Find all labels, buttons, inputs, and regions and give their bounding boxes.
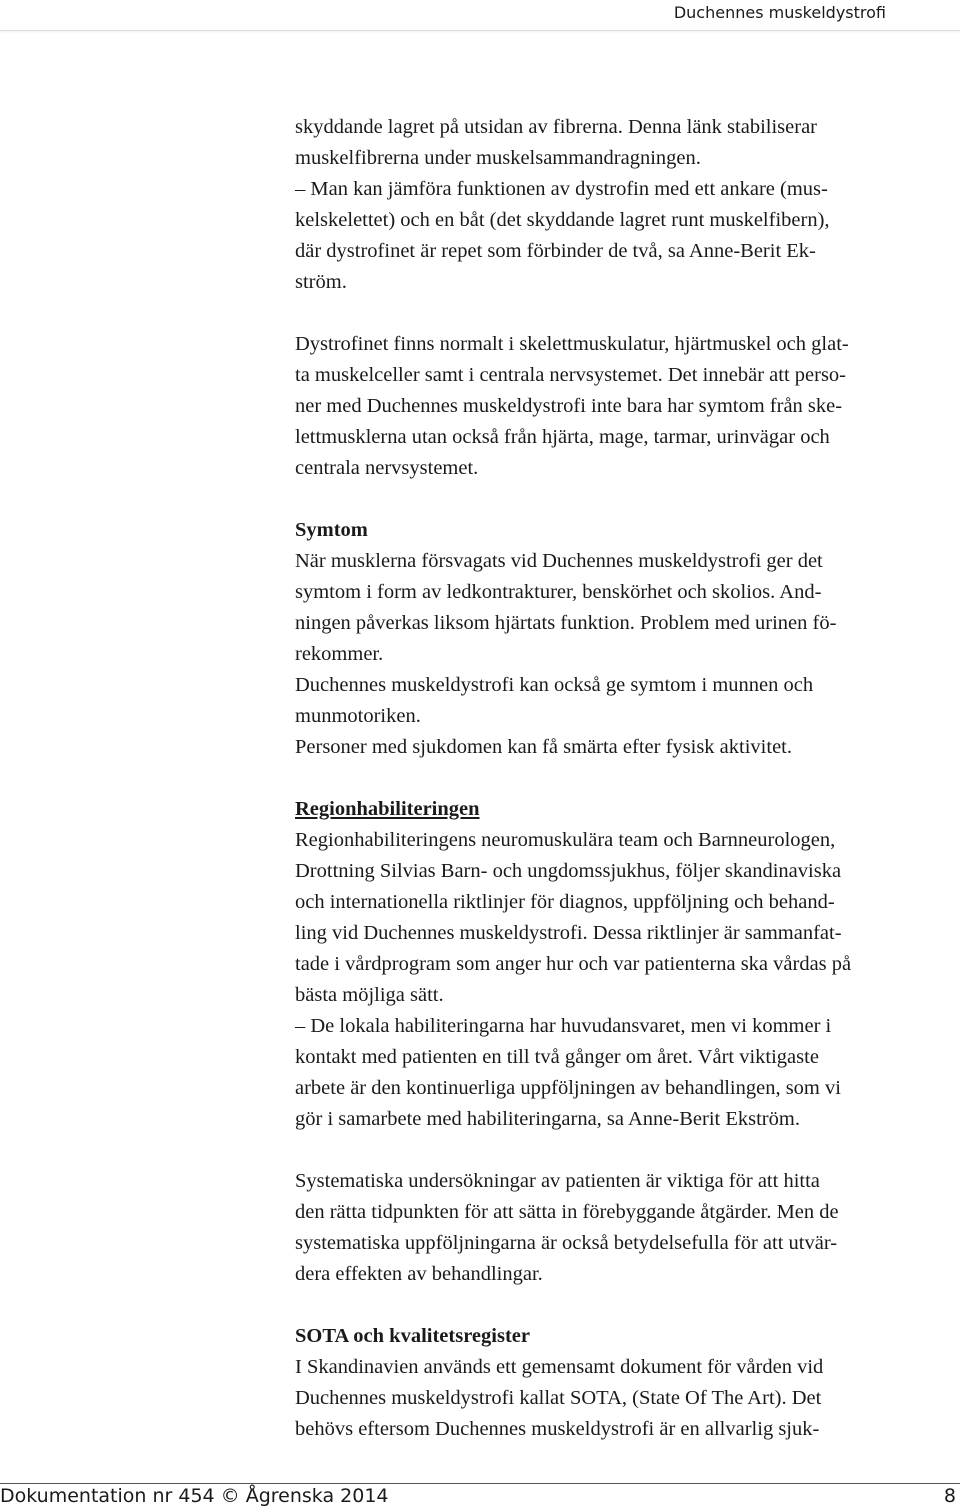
paragraph-gap bbox=[295, 763, 945, 794]
running-header-title: Duchennes muskeldystrofi bbox=[673, 3, 886, 22]
text-line: arbete är den kontinuerliga uppföljningen av behandlingen, som vi bbox=[295, 1077, 841, 1099]
running-header bbox=[0, 0, 960, 31]
paragraph-dystrofin-location bbox=[295, 329, 945, 484]
paragraph-gap bbox=[295, 1290, 945, 1321]
paragraph-systematiska bbox=[295, 1166, 945, 1290]
text-line: I Skandinavien används ett gemensamt dokument för vården vid bbox=[295, 1356, 824, 1378]
page-number: 8 bbox=[943, 1485, 956, 1507]
section-regionhabiliteringen bbox=[295, 794, 945, 1135]
text-line: ningen påverkas liksom hjärtats funktion. Problem med urinen fö- bbox=[295, 612, 837, 634]
footer-publication: Dokumentation nr 454 © Ågrenska 2014 bbox=[0, 1485, 389, 1507]
text-line: där dystrofinet är repet som förbinder de två, sa Anne-Berit Ek- bbox=[295, 240, 816, 262]
text-line: munmotoriken. bbox=[295, 705, 421, 727]
text-line: rekommer. bbox=[295, 643, 384, 665]
paragraph-dystrofin-link bbox=[295, 112, 945, 298]
text-line: dera effekten av behandlingar. bbox=[295, 1263, 543, 1285]
paragraph-gap bbox=[295, 484, 945, 515]
text-line: gör i samarbete med habiliteringarna, sa Anne-Berit Ekström. bbox=[295, 1108, 800, 1130]
text-line: muskelfibrerna under muskelsammandragningen. bbox=[295, 147, 701, 169]
text-line: Duchennes muskeldystrofi kan också ge symtom i munnen och bbox=[295, 674, 814, 696]
section-sota bbox=[295, 1321, 945, 1445]
article-body bbox=[295, 112, 945, 1445]
text-line: bästa möjliga sätt. bbox=[295, 984, 444, 1006]
text-line: tade i vårdprogram som anger hur och var patienterna ska vårdas på bbox=[295, 953, 852, 975]
text-line: den rätta tidpunkten för att sätta in förebyggande åtgärder. Men de bbox=[295, 1201, 839, 1223]
text-line: Drottning Silvias Barn- och ungdomssjukhus, följer skandinaviska bbox=[295, 860, 842, 882]
section-symtom bbox=[295, 515, 945, 763]
text-line: Systematiska undersökningar av patienten är viktiga för att hitta bbox=[295, 1170, 820, 1192]
text-line: behövs eftersom Duchennes muskeldystrofi är en allvarlig sjuk- bbox=[295, 1418, 820, 1440]
text-line: ling vid Duchennes muskeldystrofi. Dessa riktlinjer är sammanfat- bbox=[295, 922, 842, 944]
section-heading-symtom: Symtom bbox=[295, 519, 368, 541]
text-line: – Man kan jämföra funktionen av dystrofin med ett ankare (mus- bbox=[295, 178, 828, 200]
section-heading-regionhabiliteringen: Regionhabiliteringen bbox=[295, 798, 480, 820]
text-line: ner med Duchennes muskeldystrofi inte bara har symtom från ske- bbox=[295, 395, 843, 417]
text-line: – De lokala habiliteringarna har huvudansvaret, men vi kommer i bbox=[295, 1015, 832, 1037]
text-line: centrala nervsystemet. bbox=[295, 457, 479, 479]
text-line: Regionhabiliteringens neuromuskulära team och Barnneurologen, bbox=[295, 829, 836, 851]
text-line: systematiska uppföljningarna är också betydelsefulla för att utvär- bbox=[295, 1232, 838, 1254]
text-line: symtom i form av ledkontrakturer, benskörhet och skolios. And- bbox=[295, 581, 822, 603]
text-line: Dystrofinet finns normalt i skelettmuskulatur, hjärtmuskel och glat- bbox=[295, 333, 849, 355]
text-line: skyddande lagret på utsidan av fibrerna. Denna länk stabiliserar bbox=[295, 116, 817, 138]
paragraph-gap bbox=[295, 298, 945, 329]
text-line: ström. bbox=[295, 271, 347, 293]
paragraph-gap bbox=[295, 1135, 945, 1166]
text-line: Personer med sjukdomen kan få smärta efter fysisk aktivitet. bbox=[295, 736, 792, 758]
text-line: och internationella riktlinjer för diagnos, uppföljning och behand- bbox=[295, 891, 835, 913]
page-footer bbox=[0, 1483, 960, 1509]
text-line: kontakt med patienten en till två gånger om året. Vårt viktigaste bbox=[295, 1046, 819, 1068]
text-line: Duchennes muskeldystrofi kallat SOTA, (State Of The Art). Det bbox=[295, 1387, 822, 1409]
text-line: När musklerna försvagats vid Duchennes muskeldystrofi ger det bbox=[295, 550, 823, 572]
section-heading-sota: SOTA och kvalitetsregister bbox=[295, 1325, 530, 1347]
text-line: kelskelettet) och en båt (det skyddande lagret runt muskelfibern), bbox=[295, 209, 830, 231]
text-line: lettmusklerna utan också från hjärta, mage, tarmar, urinvägar och bbox=[295, 426, 830, 448]
text-line: ta muskelceller samt i centrala nervsystemet. Det innebär att perso- bbox=[295, 364, 847, 386]
